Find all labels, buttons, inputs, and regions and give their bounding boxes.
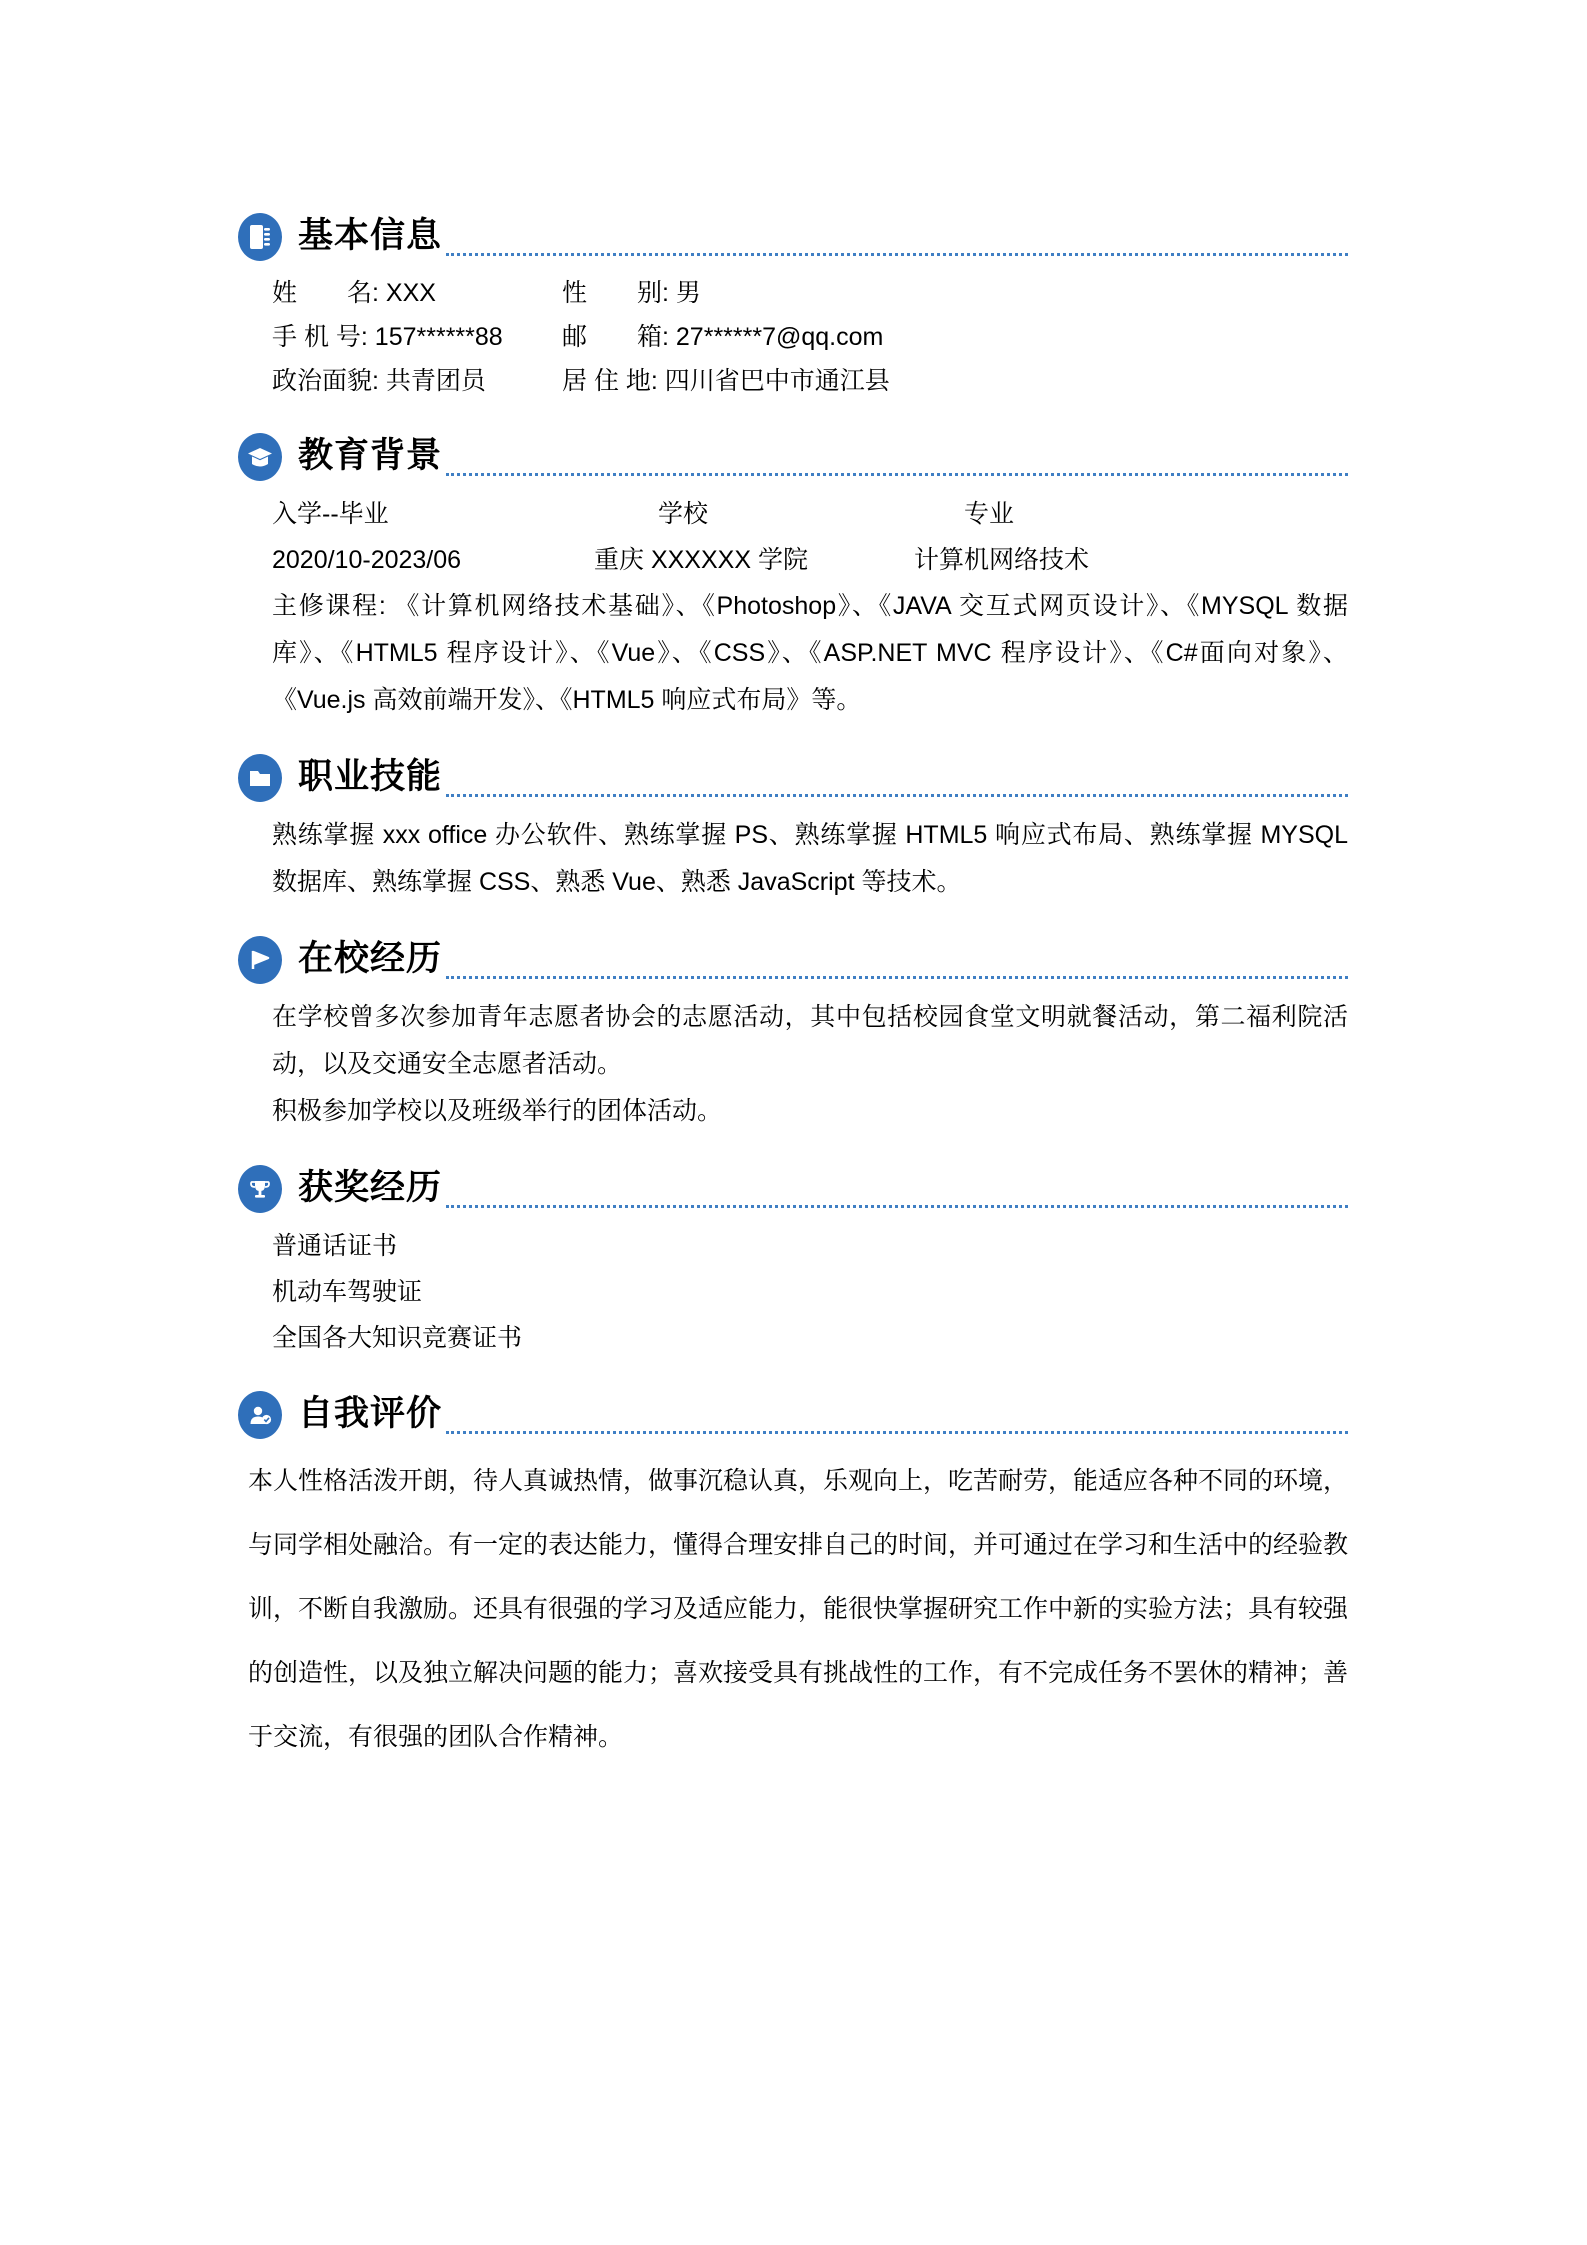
field-name xyxy=(272,271,562,315)
cell-period: 2020/10-2023/06 xyxy=(272,546,462,574)
section-basic-info xyxy=(238,209,1348,403)
experience-paragraph: 积极参加学校以及班级举行的团体活动。 xyxy=(272,1097,723,1125)
education-table xyxy=(238,491,1348,724)
field-value: 27******7@qq.com xyxy=(675,323,884,351)
section-self-evaluation xyxy=(238,1387,1348,1769)
field-label: 政治面貌: xyxy=(272,367,379,395)
field-label: 手 机 号: xyxy=(272,323,368,351)
section-title: 教育背景 xyxy=(298,436,443,475)
section-divider xyxy=(446,253,1348,256)
section-title: 在校经历 xyxy=(298,939,443,978)
section-header-awards xyxy=(238,1161,1348,1217)
field-value: 157******88 xyxy=(374,323,503,351)
self-evaluation-text: 本人性格活泼开朗，待人真诚热情，做事沉稳认真，乐观向上，吃苦耐劳，能适应各种不同的环境，与同学相处融洽。有一定的表达能力，懂得合理安排自己的时间，并可通过在学习和生活中的经验教训，不断自我激励。还具有很强的学习及适应能力，能很快掌握研究工作中新的实验方法；具有较强的创造性，以及独立解决问题的能力；喜欢接受具有挑战性的工作，有不完成任务不罢休的精神；善于交流，有很强的团队合作精神。 xyxy=(248,1467,1349,1751)
basic-info-fields xyxy=(238,271,1348,403)
field-gender xyxy=(562,271,701,315)
experience-paragraph: 在学校曾多次参加青年志愿者协会的志愿活动，其中包括校园食堂文明就餐活动，第二福利院活动，以及交通安全志愿者活动。 xyxy=(272,1003,1348,1078)
field-phone xyxy=(272,315,562,359)
column-header-period: 入学--毕业 xyxy=(272,500,389,528)
section-education xyxy=(238,429,1348,724)
section-header-self-evaluation xyxy=(238,1387,1348,1443)
award-item: 机动车驾驶证 xyxy=(272,1278,423,1306)
resume-content xyxy=(238,183,1348,1769)
field-value: 四川省巴中市通江县 xyxy=(664,367,890,395)
trophy-icon xyxy=(238,1165,282,1213)
section-professional-skills xyxy=(238,750,1348,906)
play-flag-icon xyxy=(238,936,282,984)
field-value: 共青团员 xyxy=(385,367,486,395)
section-header-education xyxy=(238,429,1348,485)
section-divider xyxy=(446,1205,1348,1208)
field-email xyxy=(562,315,883,359)
cell-major: 计算机网络技术 xyxy=(914,546,1090,574)
section-school-experience xyxy=(238,932,1348,1135)
education-table-header xyxy=(272,491,1348,537)
section-divider xyxy=(446,794,1348,797)
section-title: 职业技能 xyxy=(298,757,443,796)
section-title: 获奖经历 xyxy=(298,1168,443,1207)
user-badge-icon xyxy=(238,1391,282,1439)
field-residence xyxy=(562,359,890,403)
basic-info-row xyxy=(272,271,1348,315)
section-title: 基本信息 xyxy=(298,216,443,255)
section-header-basic-info xyxy=(238,209,1348,265)
section-divider xyxy=(446,1431,1348,1434)
field-value: XXX xyxy=(385,279,436,307)
folder-icon xyxy=(238,754,282,802)
field-value: 男 xyxy=(675,279,701,307)
column-header-school: 学校 xyxy=(658,500,709,528)
section-divider xyxy=(446,473,1348,476)
award-item: 普通话证书 xyxy=(272,1232,398,1260)
self-evaluation-body xyxy=(238,1449,1348,1769)
section-awards xyxy=(238,1161,1348,1361)
section-header-professional-skills xyxy=(238,750,1348,806)
field-label: 姓 名: xyxy=(272,279,379,307)
id-card-icon xyxy=(238,213,282,261)
section-divider xyxy=(446,976,1348,979)
school-experience-body xyxy=(238,994,1348,1135)
field-political-status xyxy=(272,359,562,403)
field-label: 邮 箱: xyxy=(562,323,669,351)
education-courses: 主修课程: 《计算机网络技术基础》、《Photoshop》、《JAVA 交互式网页设计》、《MYSQL 数据库》、《HTML5 程序设计》、《Vue》、《CSS》、《ASP.NET MVC 程序设计》、《C#面向对象》、《Vue.js 高效前端开发》、《HTML5 响应式布局》等。 xyxy=(272,592,1348,714)
section-header-school-experience xyxy=(238,932,1348,988)
graduation-cap-icon xyxy=(238,433,282,481)
field-label: 性 别: xyxy=(562,279,669,307)
education-table-row xyxy=(272,537,1348,583)
cell-school: 重庆 XXXXXX 学院 xyxy=(594,546,808,574)
basic-info-row xyxy=(272,315,1348,359)
field-label: 居 住 地: xyxy=(562,367,658,395)
basic-info-row xyxy=(272,359,1348,403)
skills-body xyxy=(238,812,1348,906)
award-item: 全国各大知识竞赛证书 xyxy=(272,1324,523,1352)
awards-list xyxy=(238,1223,1348,1361)
skills-text: 熟练掌握 xxx office 办公软件、熟练掌握 PS、熟练掌握 HTML5 响应式布局、熟练掌握 MYSQL 数据库、熟练掌握 CSS、熟悉 Vue、熟悉 JavaScript 等技术。 xyxy=(272,821,1348,896)
column-header-major: 专业 xyxy=(964,500,1015,528)
section-title: 自我评价 xyxy=(298,1394,443,1433)
